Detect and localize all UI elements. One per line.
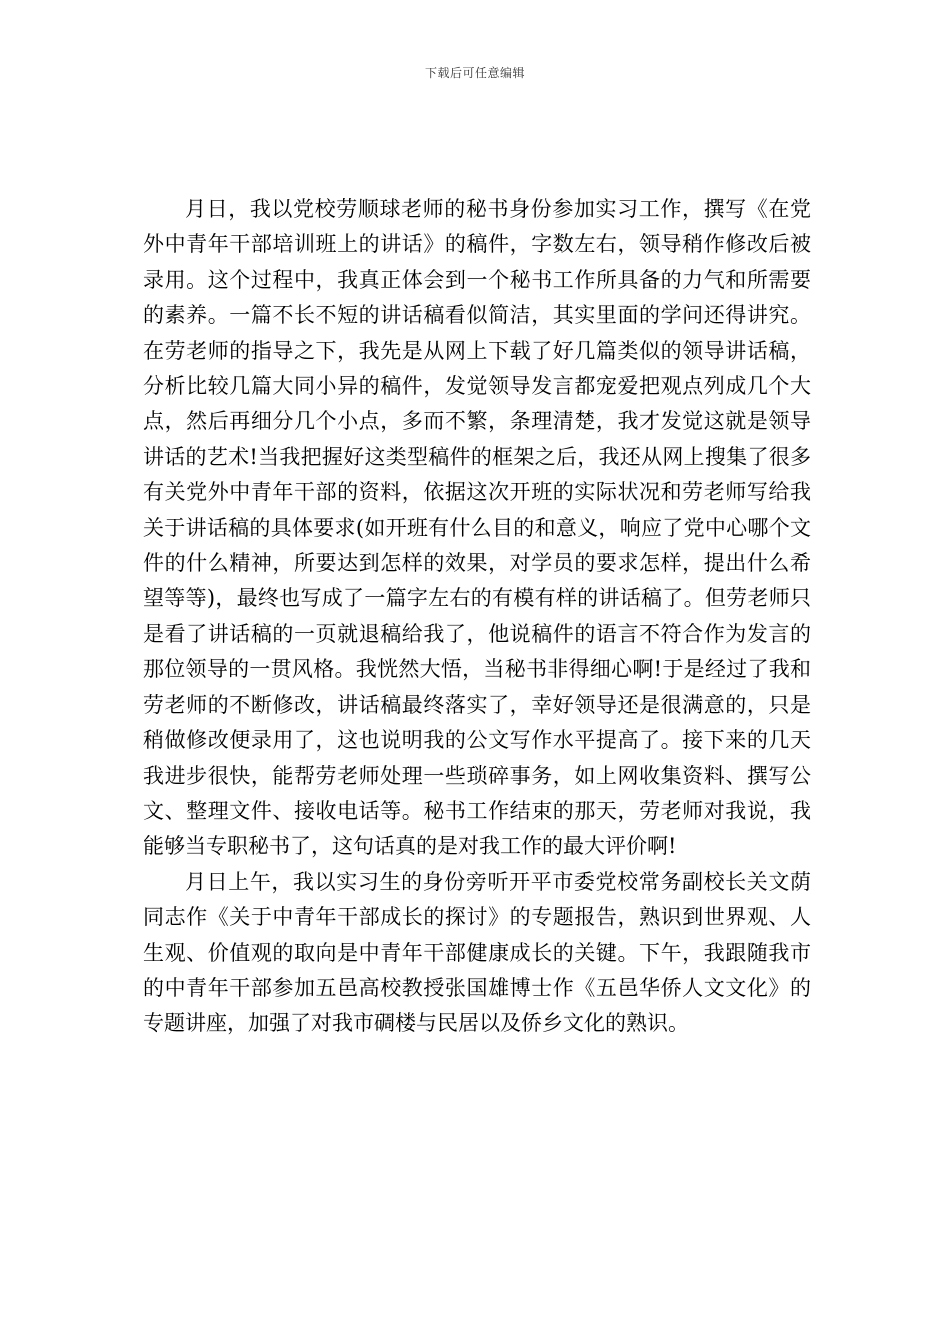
paragraph-lecture-attendance: 月日上午，我以实习生的身份旁听开平市委党校常务副校长关文荫同志作《关于中青年干部成长的探讨》的专题报告，熟识到世界观、人生观、价值观的取向是中青年干部健康成长的关键。下午，我跟随我市的中青年干部参加五邑高校教授张国雄博士作《五邑华侨人文文化》的专题讲座，加强了对我市碉楼与民居以及侨乡文化的熟识。 xyxy=(143,869,811,1036)
document-body xyxy=(143,192,811,1042)
page-header-note: 下载后可任意编辑 xyxy=(424,66,525,80)
paragraph-internship-secretary: 月日，我以党校劳顺球老师的秘书身份参加实习工作，撰写《在党外中青年干部培训班上的讲话》的稿件，字数左右，领导稍作修改后被录用。这个过程中，我真正体会到一个秘书工作所具备的力气和所需要的素养。一篇不长不短的讲话稿看似简洁，其实里面的学问还得讲究。在劳老师的指导之下，我先是从网上下载了好几篇类似的领导讲话稿，分析比较几篇大同小异的稿件，发觉领导发言都宠爱把观点列成几个大点，然后再细分几个小点，多而不繁，条理清楚，我才发觉这就是领导讲话的艺术!当我把握好这类型稿件的框架之后，我还从网上搜集了很多有关党外中青年干部的资料，依据这次开班的实际状况和劳老师写给我关于讲话稿的具体要求(如开班有什么目的和意义，响应了党中心哪个文件的什么精神，所要达到怎样的效果，对学员的要求怎样，提出什么希望等等)，最终也写成了一篇字左右的有模有样的讲话稿了。但劳老师只是看了讲话稿的一页就退稿给我了，他说稿件的语言不符合作为发言的那位领导的一贯风格。我恍然大悟，当秘书非得细心啊!于是经过了我和劳老师的不断修改，讲话稿最终落实了，幸好领导还是很满意的，只是稍做修改便录用了，这也说明我的公文写作水平提高了。接下来的几天我进步很快，能帮劳老师处理一些琐碎事务，如上网收集资料、撰写公文、整理文件、接收电话等。秘书工作结束的那天，劳老师对我说，我能够当专职秘书了，这句话真的是对我工作的最大评价啊! xyxy=(143,197,811,859)
